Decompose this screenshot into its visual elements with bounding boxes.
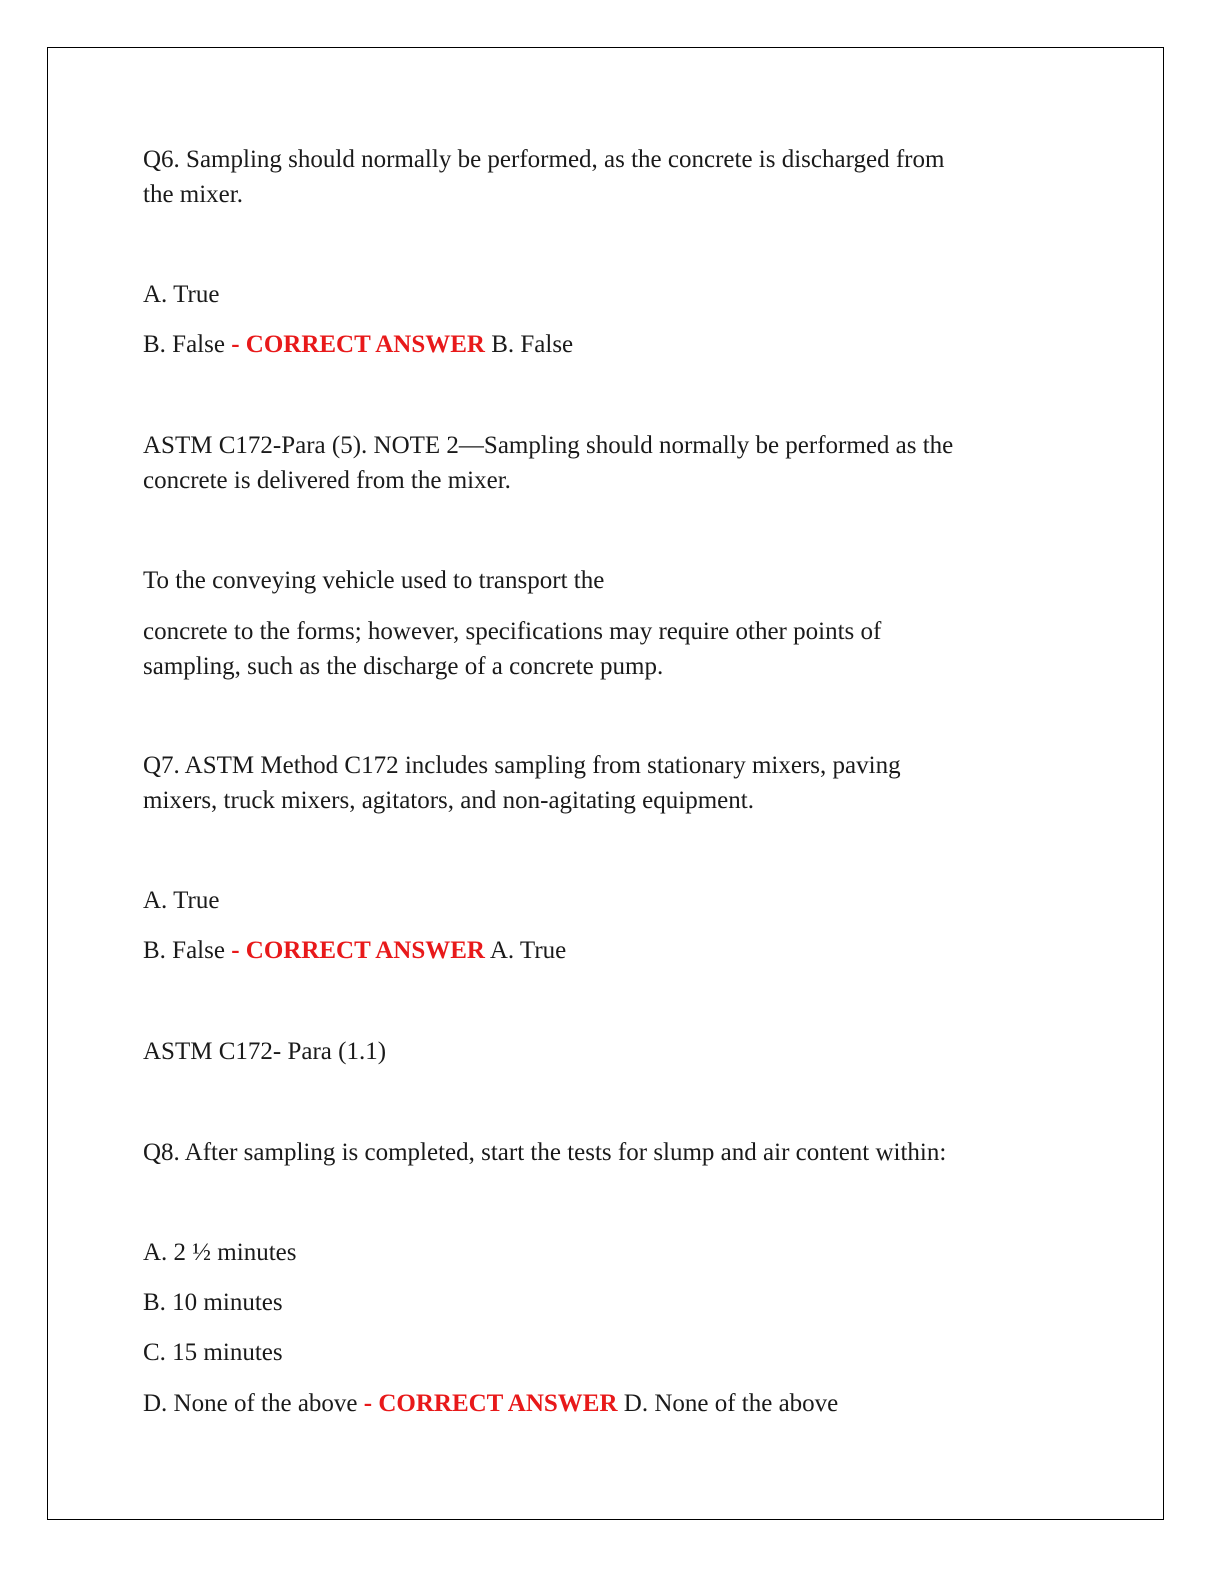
q8-question-line-1: Q8. After sampling is completed, start the tests for slump and air content within: (143, 1139, 947, 1166)
q6-extra-line-1: To the conveying vehicle used to transport the (143, 567, 605, 594)
q6-extra-line-3: sampling, such as the discharge of a concrete pump. (143, 653, 664, 680)
q8-option-d: D. None of the above (143, 1390, 358, 1417)
q7-correct-answer-label: - CORRECT ANSWER (224, 937, 485, 964)
q7-question-line-1: Q7. ASTM Method C172 includes sampling from stationary mixers, paving (143, 752, 901, 779)
q7-option-b: B. False (143, 937, 225, 964)
q8-option-d-answer (143, 1386, 838, 1421)
q7-option-a: A. True (143, 887, 220, 914)
q6-option-b-answer (143, 327, 573, 362)
q8-option-b: B. 10 minutes (143, 1289, 283, 1316)
q6-correct-answer-label: - CORRECT ANSWER (224, 331, 485, 358)
q6-question-line-1: Q6. Sampling should normally be performed, as the concrete is discharged from (143, 146, 945, 173)
q7-answer-value: A. True (484, 937, 567, 964)
q7-option-b-answer (143, 933, 566, 968)
q6-answer-value: B. False (484, 331, 574, 358)
q6-reference-line-2: concrete is delivered from the mixer. (143, 467, 511, 494)
q8-option-c: C. 15 minutes (143, 1339, 283, 1366)
q6-extra-line-2: concrete to the forms; however, specifications may require other points of (143, 618, 882, 645)
q6-option-b: B. False (143, 331, 225, 358)
q7-question-line-2: mixers, truck mixers, agitators, and non-agitating equipment. (143, 787, 754, 814)
q6-question-line-2: the mixer. (143, 181, 243, 208)
q7-reference: ASTM C172- Para (1.1) (143, 1038, 387, 1065)
q8-correct-answer-label: - CORRECT ANSWER (357, 1390, 618, 1417)
q8-answer-value: D. None of the above (617, 1390, 839, 1417)
q6-option-a: A. True (143, 281, 220, 308)
q6-reference-line-1: ASTM C172-Para (5). NOTE 2—Sampling should normally be performed as the (143, 432, 954, 459)
q8-option-a: A. 2 ½ minutes (143, 1239, 297, 1266)
